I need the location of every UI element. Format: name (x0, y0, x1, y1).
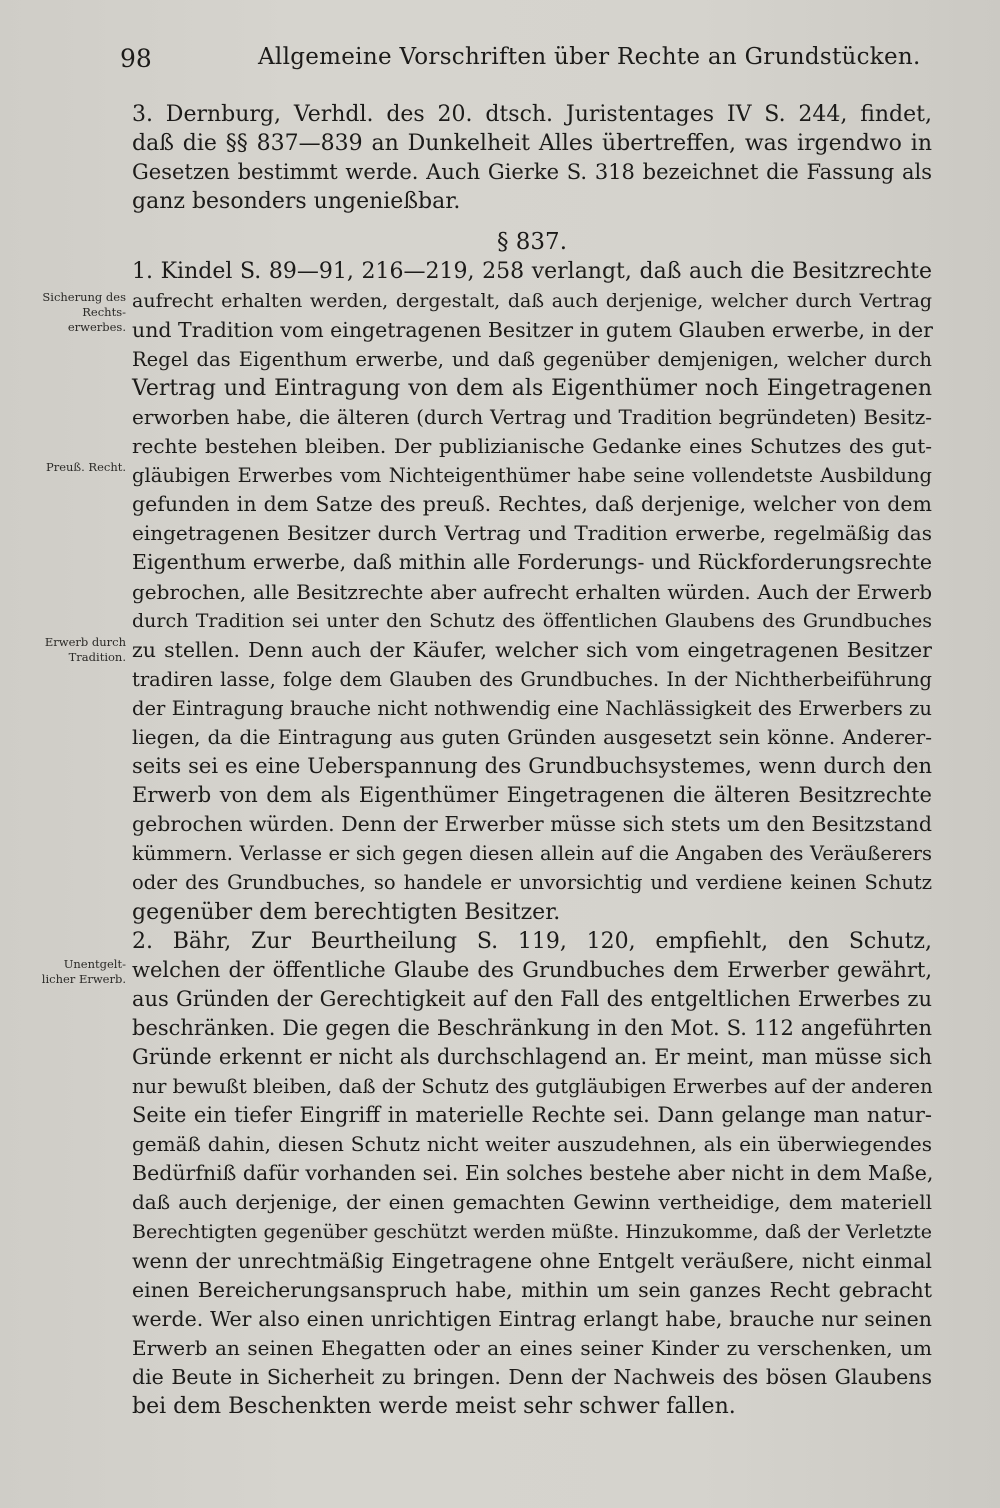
text-line: ganz besonders ungenießbar. (132, 189, 461, 215)
text-line: Eigenthum erwerbe, daß mithin alle Forderungs- und Rückforderungsrechte (132, 550, 932, 575)
text-line: Vertrag und Eintragung von dem als Eigenthümer noch Eingetragenen (132, 375, 932, 401)
section-heading: § 837. (496, 229, 568, 256)
text-line: gebrochen würden. Denn der Erwerber müsse sich stets um den Besitzstand (132, 812, 932, 837)
text-line: wenn der unrechtmäßig Eingetragene ohne Entgelt veräußere, nicht einmal (132, 1248, 932, 1273)
text-line: der Eintragung brauche nicht nothwendig eine Nachlässigkeit des Erwerbers zu (132, 696, 932, 720)
text-line: gebrochen, alle Besitzrechte aber aufrecht erhalten würden. Auch der Erwerb (132, 579, 932, 604)
running-title: Allgemeine Vorschriften über Rechte an Grundstücken. (258, 44, 921, 70)
text-line: nur bewußt bleiben, daß der Schutz des gutgläubigen Erwerbes auf der anderen (132, 1075, 933, 1099)
text-line: Seite ein tiefer Eingriff in materielle Rechte sei. Dann gelange man natur- (132, 1103, 932, 1128)
text-line: zu stellen. Denn auch der Käufer, welcher sich vom eingetragenen Besitzer (132, 637, 932, 662)
text-line: die Beute in Sicherheit zu bringen. Denn der Nachweis des bösen Glaubens (132, 1365, 932, 1390)
text-line: rechte bestehen bleiben. Der publizianische Gedanke eines Schutzes des gut- (132, 434, 932, 459)
text-line: Erwerb an seinen Ehegatten oder an eines seiner Kinder zu verschenken, um (132, 1335, 932, 1360)
text-line: aus Gründen der Gerechtigkeit auf den Fall des entgeltlichen Erwerbes zu (132, 986, 932, 1011)
text-line: gefunden in dem Satze des preuß. Rechtes, daß derjenige, welcher von dem (132, 492, 932, 517)
text-line: tradiren lasse, folge dem Glauben des Grundbuches. In der Nichtherbeiführung (132, 667, 932, 691)
text-line: werde. Wer also einen unrichtigen Eintrag erlangt habe, brauche nur seinen (132, 1306, 932, 1331)
text-line: eingetragenen Besitzer durch Vertrag und Tradition erwerbe, regelmäßig das (132, 521, 932, 546)
text-line: seits sei es eine Ueberspannung des Grundbuchsystemes, wenn durch den (132, 754, 932, 779)
text-line: beschränken. Die gegen die Beschränkung in den Mot. S. 112 angeführten (132, 1015, 932, 1040)
text-line: oder des Grundbuches, so handele er unvorsichtig und verdiene keinen Schutz (132, 871, 932, 895)
text-line: liegen, da die Eintragung aus guten Gründen ausgesetzt sein könne. Anderer- (132, 724, 932, 749)
text-line: 1. Kindel S. 89—91, 216—219, 258 verlangt, daß auch die Besitzrechte (132, 259, 932, 285)
text-line: gegenüber dem berechtigten Besitzer. (132, 899, 561, 925)
paragraph-1 (132, 257, 932, 926)
text-line: Erwerb von dem als Eigenthümer Eingetragenen die älteren Besitzrechte (132, 783, 932, 808)
text-line: Bedürfniß dafür vorhanden sei. Ein solches bestehe aber nicht in dem Maße, (132, 1161, 934, 1186)
text-line: daß die §§ 837—839 an Dunkelheit Alles übertreffen, was irgendwo in (132, 131, 932, 157)
paragraph-2 (132, 927, 932, 1422)
text-line: und Tradition vom eingetragenen Besitzer in gutem Glauben erwerbe, in der (132, 317, 933, 342)
text-line: welchen der öffentliche Glaube des Grundbuches dem Erwerber gewährt, (132, 957, 932, 982)
text-line: erworben habe, die älteren (durch Vertrag und Tradition begründeten) Besitz- (132, 404, 932, 429)
text-line: aufrecht erhalten werden, dergestalt, daß auch derjenige, welcher durch Vertrag (132, 289, 932, 312)
text-line: daß auch derjenige, der einen gemachten Gewinn vertheidige, dem materiell (132, 1190, 932, 1215)
page-header (0, 44, 1000, 78)
sidenote-preuss-recht: Preuß. Recht. (45, 460, 126, 474)
text-line: Berechtigten gegenüber geschützt werden müßte. Hinzukomme, daß der Verletzte (132, 1220, 932, 1243)
text-line: Gründe erkennt er nicht als durchschlagend an. Er meint, man müsse sich (132, 1045, 932, 1069)
text-line: durch Tradition sei unter den Schutz des öffentlichen Glaubens des Grundbuches (132, 609, 932, 632)
text-line: gemäß dahin, diesen Schutz nicht weiter auszudehnen, als ein überwiegendes (132, 1132, 932, 1157)
text-line: bei dem Beschenkten werde meist sehr schwer fallen. (132, 1394, 736, 1420)
paragraph-3 (132, 100, 932, 216)
text-line: Regel das Eigenthum erwerbe, und daß gegenüber demjenigen, welcher durch (132, 347, 932, 371)
text-line: gläubigen Erwerbes vom Nichteigenthümer habe seine vollendetste Ausbildung (132, 464, 932, 488)
page-number: 98 (120, 44, 152, 73)
text-line: 3. Dernburg, Verhdl. des 20. dtsch. Juristentages IV S. 244, findet, (132, 102, 932, 127)
sidenote-unentgeltlicher-erwerb: Unentgelt- licher Erwerb. (41, 957, 126, 986)
body-text (132, 100, 932, 1421)
text-line: Gesetzen bestimmt werde. Auch Gierke S. 318 bezeichnet die Fassung als (132, 160, 932, 185)
text-line: kümmern. Verlasse er sich gegen diesen allein auf die Angaben des Veräußerers (132, 842, 932, 866)
text-line: einen Bereicherungsanspruch habe, mithin um sein ganzes Recht gebracht (132, 1277, 932, 1302)
sidenote-sicherung: Sicherung des Rechts- erwerbes. (42, 290, 126, 334)
sidenote-erwerb-tradition: Erwerb durch Tradition. (44, 635, 126, 664)
text-line: 2. Bähr, Zur Beurtheilung S. 119, 120, empfiehlt, den Schutz, (132, 928, 932, 954)
